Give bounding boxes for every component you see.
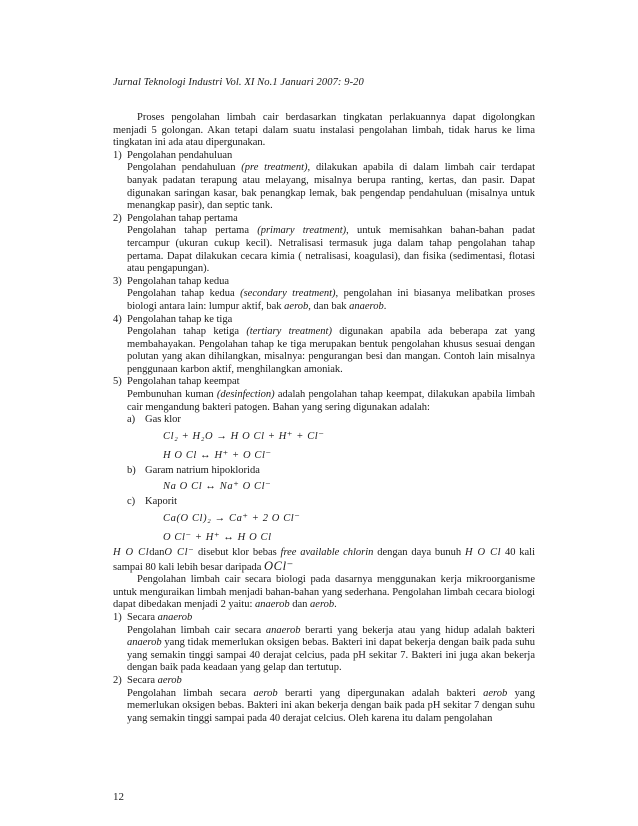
treatment-item-4 bbox=[113, 314, 535, 377]
item-title: Pengolahan tahap ke tiga bbox=[127, 313, 233, 325]
intro-paragraph: Proses pengolahan limbah cair berdasarkan tingkatan perlakuannya dapat digolongkan menjadi 5 golongan. Akan tetapi dalam suatu instalasi pengolahan limbah, tidak harus ke lima tingkatan ini ada atau dipergunakan. bbox=[113, 112, 535, 149]
bio-item-aerob: 2) Secara aerob Pengolahan limbah secara aerob berarti yang dipergunakan adalah bakteri aerob yang memerlukan oksigen bebas. Bakteri ini akan bekerja dengan baik pada pH sekitar 7 dengan suhu yang semakin tinggi sampai pada 40 derajat celcius. Oleh karena itu dalam pengolahan bbox=[113, 674, 535, 724]
item-description: Pengolahan pendahuluan (pre treatment), dilakukan apabila di dalam limbah cair terdapat banyak padatan terapung atau melayang, misalnya berupa ranting, kertas, dan pasir. Dapat digunakan saringan kasar, bak penangkap lemak, bak pengendap pendahuluan (misalnya untuk menangkap pasir), dan septic tank. bbox=[127, 162, 536, 212]
item-title: Pengolahan pendahuluan bbox=[127, 149, 233, 161]
item-description: Pengolahan limbah secara aerob berarti yang dipergunakan adalah bakteri aerob yang memerlukan oksigen bebas. Bakteri ini akan bekerja dengan baik pada pH sekitar 7 dengan suhu yang semakin tinggi sampai pada 40 derajat celcius. Oleh karena itu dalam pengolahan bbox=[127, 687, 535, 724]
item-number: 2) bbox=[113, 212, 122, 224]
item-title: Pengolahan tahap kedua bbox=[127, 275, 230, 287]
bio-item-anaerob: 1) Secara anaerob Pengolahan limbah cair secara anaerob berarti yang bekerja atau yang hidup adalah bakteri anaerob yang tidak memerlukan oksigen bebas. Bakteri ini dapat bekerja dengan baik pada suhu yang semakin tinggi sampai 40 derajat celcius, pada pH sekitar 7. Bakteri ini juga akan bekerja dengan baik pada keadaan yang gelap dan tertutup. bbox=[113, 612, 535, 674]
item-description: Pengolahan tahap ketiga (tertiary treatment) digunakan apabila ada beberapa zat yang membahayakan. Pengolahan tahap ke tiga merupakan bentuk pengolahan khusus sesuai dengan polutan yang akan dihilangkan, misalnya: pengurangan besi dan mangan. Contoh lain misalnya penggunaan karbon aktif, menghilangkan amoniak. bbox=[127, 326, 535, 375]
item-title: Pengolahan tahap keempat bbox=[127, 376, 240, 388]
equation: Ca(O Cl)₂ → Ca⁺ + 2 O Cl⁻ bbox=[163, 513, 301, 525]
treatment-item-3 bbox=[113, 276, 535, 314]
item-number: 3) bbox=[113, 275, 122, 287]
agent-gas-klor: a) Gas klor bbox=[127, 414, 181, 426]
page-number: 12 bbox=[113, 791, 124, 803]
item-description: Pembunuhan kuman (desinfection) adalah pengolahan tahap keempat, dilakukan apabila limbah cair mengandung bakteri patogen. Bahan yang sering digunakan adalah: bbox=[127, 389, 535, 413]
item-number: 5) bbox=[113, 376, 122, 388]
treatment-item-1 bbox=[113, 150, 535, 213]
item-number: 1) bbox=[113, 149, 122, 161]
journal-header: Jurnal Teknologi Industri Vol. XI No.1 Januari 2007: 9-20 bbox=[113, 77, 364, 88]
item-description: Pengolahan limbah cair secara anaerob berarti yang bekerja atau yang hidup adalah bakteri anaerob yang tidak memerlukan oksigen bebas. Bakteri ini dapat bekerja dengan baik pada suhu yang semakin tinggi sampai 40 derajat celcius, pada pH sekitar 7. Bakteri ini juga akan bekerja dengan baik pada keadaan yang gelap dan tertutup. bbox=[127, 624, 535, 674]
item-description: Pengolahan tahap kedua (secondary treatment), pengolahan ini biasanya melibatkan proses biologi antara lain: lumpur aktif, bak aerob, dan bak anaerob. bbox=[127, 288, 536, 312]
agent-kaporit: c) Kaporit bbox=[127, 496, 178, 508]
equation: Na O Cl ↔ Na⁺ O Cl⁻ bbox=[163, 481, 272, 493]
equation: H O Cl ↔ H⁺ + O Cl⁻ bbox=[163, 449, 272, 461]
chlorine-paragraph: H O CldanO Cl⁻ disebut klor bebas free available chlorin dengan daya bunuh H O Cl 40 kali sampai 80 kali lebih besar daripada OCl⁻ bbox=[113, 547, 536, 573]
treatment-item-2 bbox=[113, 213, 535, 276]
treatment-item-5 bbox=[113, 376, 535, 547]
equation: O Cl⁻ + H⁺ ↔ H O Cl bbox=[163, 532, 272, 544]
biology-paragraph: Pengolahan limbah cair secara biologi pada dasarnya menggunakan kerja mikroorganisme untuk menguraikan limbah menjadi bahan-bahan yang sederhana. Pengolahan limbah cecara biologi dapat dibedakan menjadi 2 yaitu: anaerob dan aerob. bbox=[113, 574, 535, 611]
agent-hipoklorida: b) Garam natrium hipoklorida bbox=[127, 464, 260, 476]
item-description: Pengolahan tahap pertama (primary treatment), untuk memisahkan bahan-bahan padat tercampur (ukuran cukup kecil). Netralisasi termasuk juga dalam tahap pengolahan tahap pertama. Dapat dilakukan cecara kimia ( netralisasi, koagulasi), dan fisika (sedimentasi, flotasi atau pengapungan). bbox=[127, 225, 535, 275]
equation: Cl₂ + H₂O → H O Cl + H⁺ + Cl⁻ bbox=[163, 430, 325, 442]
item-number: 4) bbox=[113, 313, 122, 325]
item-title: Pengolahan tahap pertama bbox=[127, 212, 238, 224]
body-text bbox=[113, 112, 535, 725]
